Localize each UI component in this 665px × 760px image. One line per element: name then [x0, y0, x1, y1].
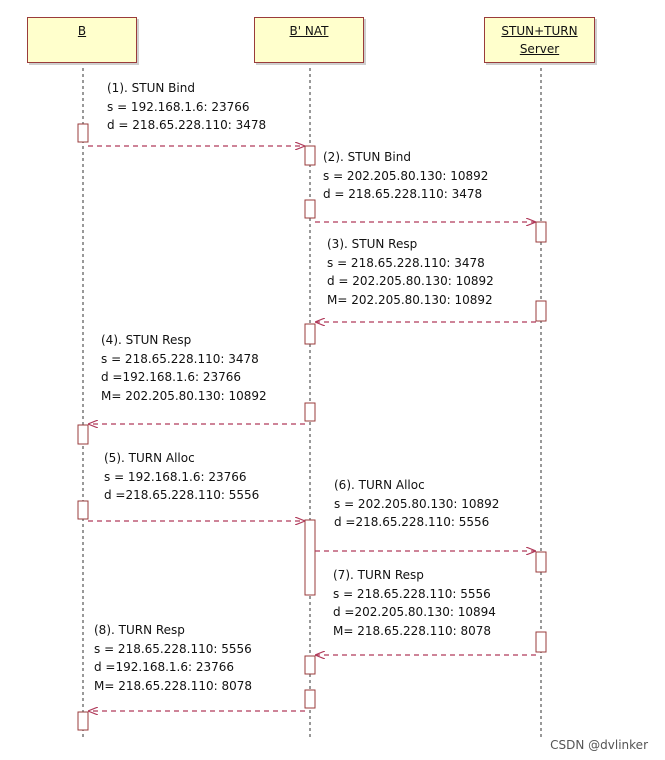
activation-box [305, 690, 315, 708]
participant-nat-label: B' NAT [289, 24, 329, 38]
activation-box [78, 501, 88, 519]
message-destination: d =192.168.1.6: 23766 [101, 370, 242, 384]
message-source: s = 218.65.228.110: 5556 [94, 641, 252, 656]
activation-box [78, 712, 88, 730]
message-title: (6). TURN Alloc [334, 478, 425, 492]
message-title: (8). TURN Resp [94, 623, 185, 637]
message-destination: d = 218.65.228.110: 3478 [107, 118, 267, 132]
message-source: s = 192.168.1.6: 23766 [107, 99, 250, 114]
participant-b [27, 17, 137, 63]
participant-server-label-line2: Server [519, 42, 560, 56]
activation-box [305, 656, 315, 674]
message-source: s = 202.205.80.130: 10892 [323, 168, 489, 183]
message-source: s = 218.65.228.110: 3478 [101, 351, 259, 366]
participant-server-label-line1: STUN+TURN [501, 24, 578, 38]
watermark: CSDN @dvlinker [550, 738, 648, 752]
message-destination: d =218.65.228.110: 5556 [334, 515, 490, 529]
message-label-6 [334, 476, 499, 532]
message-mapped: M= 218.65.228.110: 8078 [333, 623, 492, 638]
message-label-8 [94, 621, 252, 695]
message-label-4 [101, 331, 267, 405]
message-title: (4). STUN Resp [101, 333, 192, 347]
message-title: (2). STUN Bind [323, 150, 411, 164]
activation-box [78, 124, 88, 142]
activation-box [305, 146, 315, 165]
message-title: (3). STUN Resp [327, 237, 418, 251]
activation-box [78, 425, 88, 444]
activation-box [305, 520, 315, 595]
activation-box [536, 222, 546, 242]
message-source: s = 218.65.228.110: 5556 [333, 586, 491, 601]
message-label-7 [333, 566, 496, 640]
message-source: s = 218.65.228.110: 3478 [327, 255, 485, 270]
participant-b-label: B [77, 24, 87, 38]
activation-box [536, 552, 546, 572]
message-mapped: M= 218.65.228.110: 8078 [94, 678, 253, 693]
message-source: s = 202.205.80.130: 10892 [334, 496, 500, 511]
activation-box [536, 301, 546, 321]
message-label-5 [104, 449, 259, 505]
message-source: s = 192.168.1.6: 23766 [104, 469, 247, 484]
message-destination: d =218.65.228.110: 5556 [104, 488, 260, 502]
message-label-1 [107, 79, 266, 135]
message-destination: d = 202.205.80.130: 10892 [327, 274, 494, 288]
activation-box [305, 403, 315, 421]
participant-server [484, 17, 595, 63]
message-title: (5). TURN Alloc [104, 451, 195, 465]
message-label-3 [327, 235, 494, 309]
message-destination: d =192.168.1.6: 23766 [94, 660, 235, 674]
activation-box [305, 324, 315, 344]
message-label-2 [323, 148, 488, 204]
participant-nat [254, 17, 364, 63]
message-title: (7). TURN Resp [333, 568, 424, 582]
message-destination: d =202.205.80.130: 10894 [333, 605, 496, 619]
activation-box [305, 200, 315, 218]
message-destination: d = 218.65.228.110: 3478 [323, 187, 483, 201]
activation-box [536, 632, 546, 652]
message-mapped: M= 202.205.80.130: 10892 [327, 292, 493, 307]
message-mapped: M= 202.205.80.130: 10892 [101, 388, 267, 403]
message-title: (1). STUN Bind [107, 81, 195, 95]
